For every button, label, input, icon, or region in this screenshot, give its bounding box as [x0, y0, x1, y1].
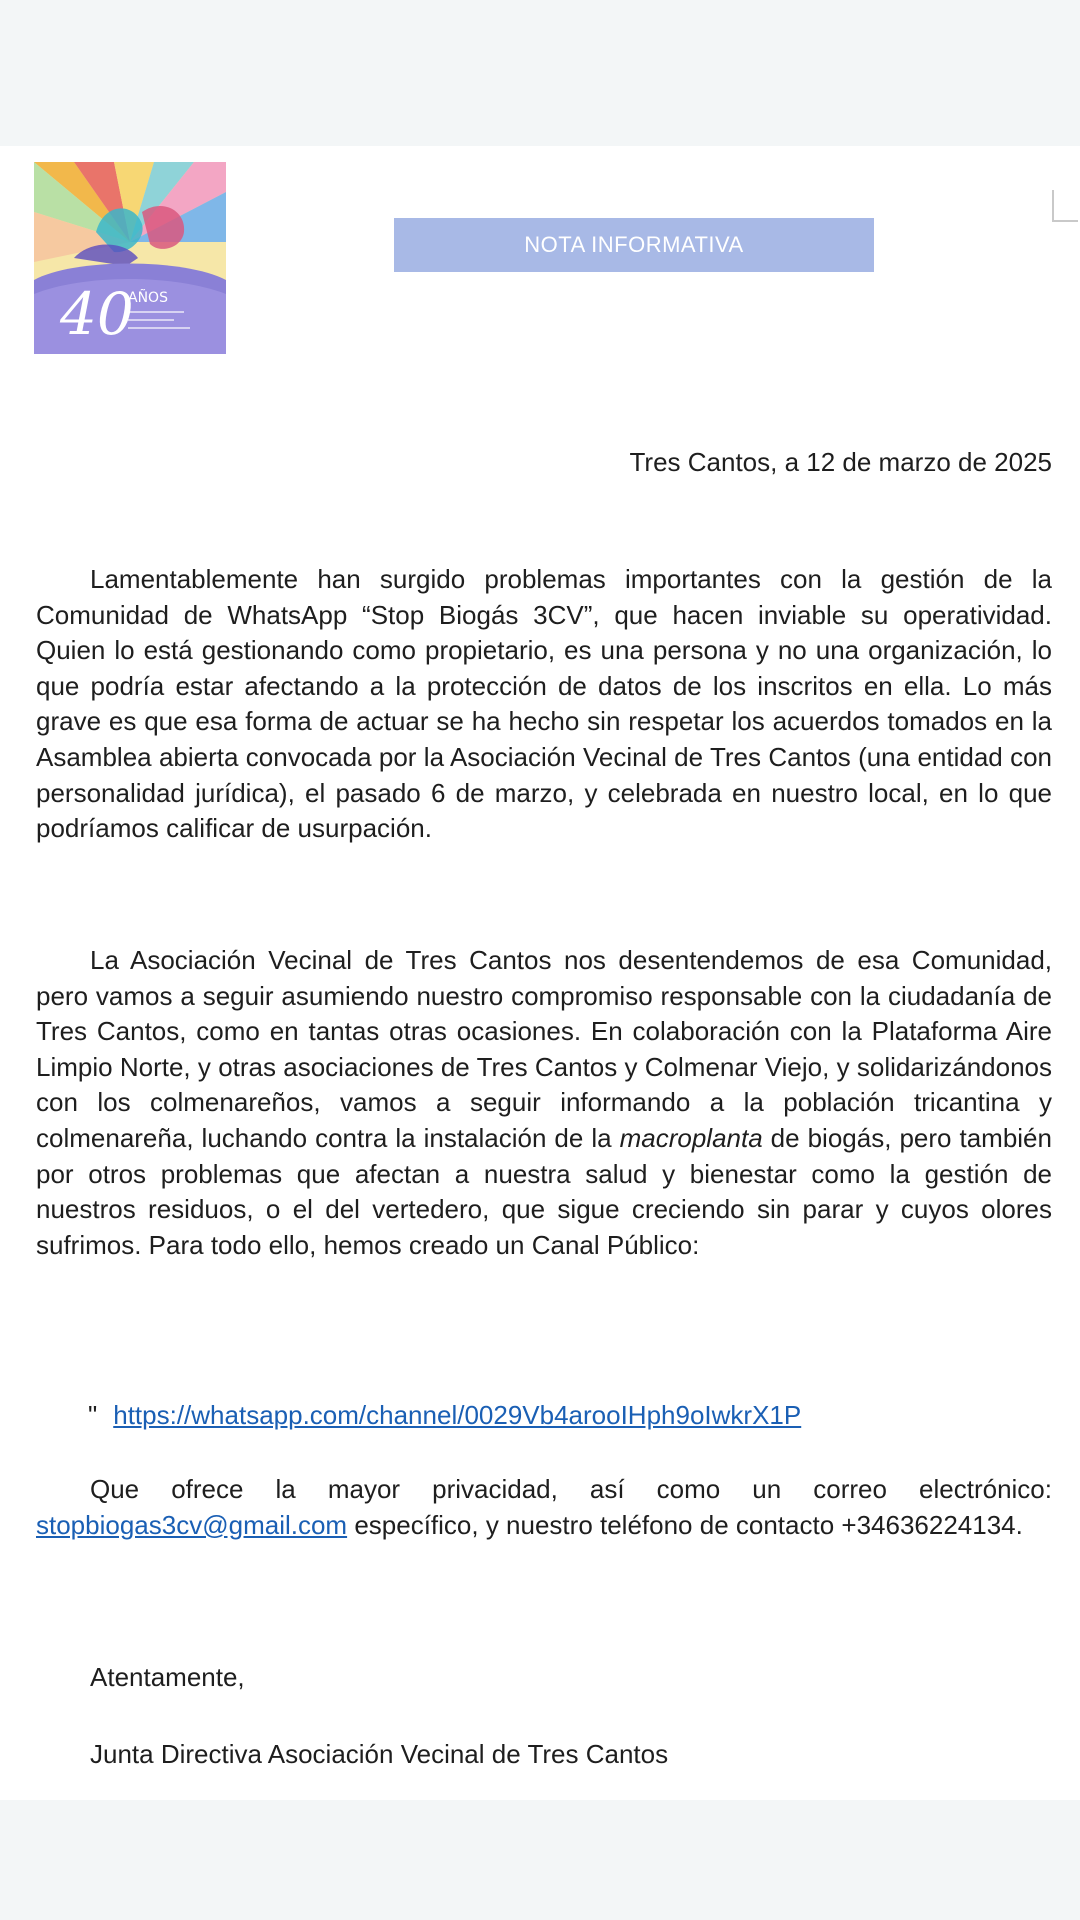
- letter-date: Tres Cantos, a 12 de marzo de 2025: [629, 447, 1052, 477]
- paragraph-2-italic: macroplanta: [619, 1122, 763, 1153]
- channel-link-line: [88, 1398, 801, 1432]
- paragraph-2: [36, 943, 1052, 1263]
- document-page: [0, 146, 1080, 1800]
- paragraph-2-text-b: de biogás, pero también por otros problemas que afectan a nuestra salud y bienestar como la gestión de nuestros residuos, o el del vertedero, que sigue creciendo sin parar y cuyos olores sufrimos. Para todo ello, hemos creado un Canal Público:: [36, 1122, 1052, 1260]
- paragraph-contact-text-a: Que ofrece la mayor privacidad, así como un correo electrónico:: [90, 1474, 1052, 1504]
- paragraph-contact: [36, 1472, 1052, 1543]
- email-link[interactable]: stopbiogas3cv@gmail.com: [36, 1509, 348, 1540]
- svg-text:40: 40: [60, 280, 134, 348]
- association-logo: [34, 162, 226, 354]
- page-corner-mark: [1052, 190, 1078, 222]
- closing-salutation: Atentamente,: [90, 1662, 245, 1692]
- document-title-banner: NOTA INFORMATIVA: [394, 218, 874, 272]
- anniversary-40-years-logo-icon: [34, 162, 226, 354]
- paragraph-2-text-a: La Asociación Vecinal de Tres Cantos nos desentendemos de esa Comunidad, pero vamos a seguir asumiendo nuestro compromiso responsable con la ciudadanía de Tres Cantos, como en tantas otras ocasiones. En colaboración con la Plataforma Aire Limpio Norte, y otras asociaciones de Tres Cantos y Colmenar Viejo, y solidarizándonos con los colmenareños, vamos a seguir informando a la población tricantina y colmenareña, luchando contra la instalación de la: [36, 945, 1052, 1153]
- quote-mark: ": [88, 1400, 98, 1430]
- whatsapp-channel-link[interactable]: https://whatsapp.com/channel/0029Vb4arooIHph9oIwkrX1P: [113, 1400, 802, 1430]
- svg-text:AÑOS: AÑOS: [128, 290, 168, 306]
- paragraph-contact-text-b: específico, y nuestro teléfono de contacto +34636224134.: [347, 1509, 1023, 1540]
- paragraph-1: Lamentablemente han surgido problemas importantes con la gestión de la Comunidad de WhatsApp “Stop Biogás 3CV”, que hacen inviable su operatividad. Quien lo está gestionando como propietario, es una persona y no una organización, lo que podría estar afectando a la protección de datos de los inscritos en ella. Lo más grave es que esa forma de actuar se ha hecho sin respetar los acuerdos tomados en la Asamblea abierta convocada por la Asociación Vecinal de Tres Cantos (una entidad con personalidad jurídica), el pasado 6 de marzo, y celebrada en nuestro local, en lo que podríamos calificar de usurpación.: [36, 564, 1052, 844]
- signature: Junta Directiva Asociación Vecinal de Tres Cantos: [90, 1739, 669, 1769]
